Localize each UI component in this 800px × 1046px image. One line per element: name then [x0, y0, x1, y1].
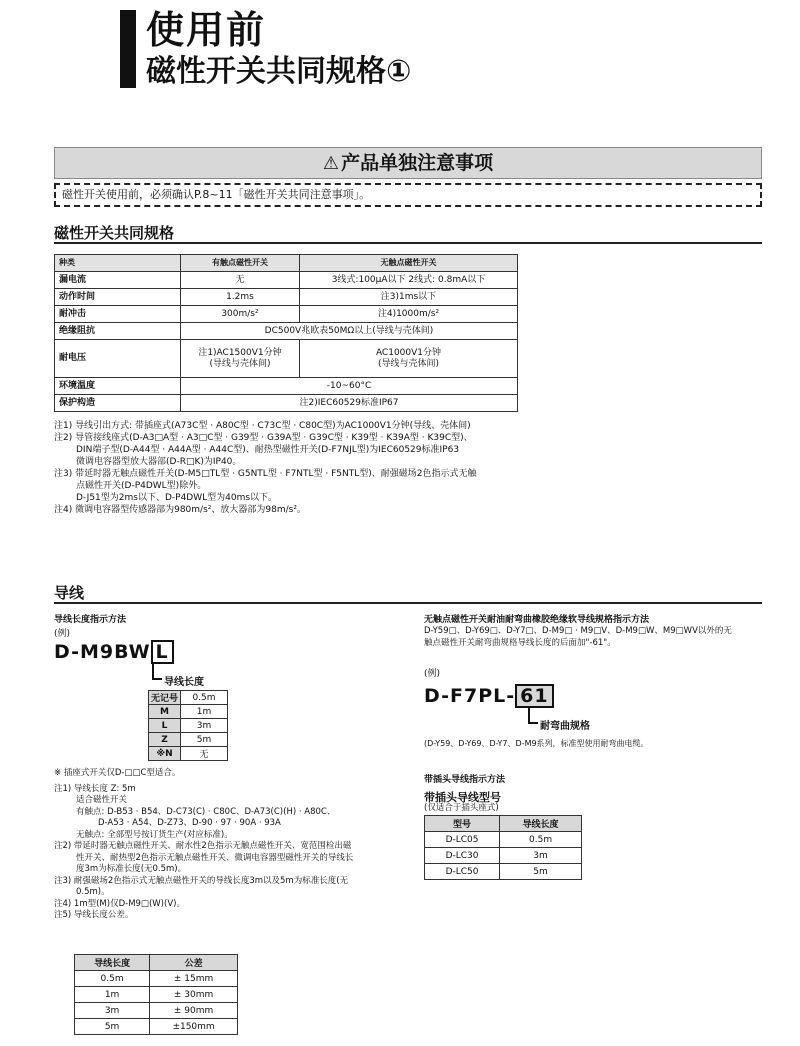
caution-banner [54, 147, 762, 179]
table-row [149, 705, 228, 719]
table-header-cell: 型号 [425, 816, 500, 832]
table-cell: 无 [181, 272, 300, 289]
row-label: 动作时间 [55, 289, 181, 306]
caution-note: 磁性开关使用前，必须确认P.8~11「磁性开关共同注意事项」。 [54, 183, 762, 207]
cell-line: (导线与壳体间) [377, 358, 439, 369]
table-cell: 0.5m [500, 832, 582, 848]
spec-notes [54, 420, 477, 516]
length-code: 无记号 [149, 691, 181, 705]
table-cell: 注4)1000m/s² [299, 306, 517, 323]
table-header-row [425, 816, 582, 832]
length-code: L [149, 719, 181, 733]
table-row [149, 733, 228, 747]
length-code: M [149, 705, 181, 719]
length-code: Z [149, 733, 181, 747]
table-header-cell: 种类 [55, 255, 181, 272]
table-cell: -10~60°C [181, 378, 518, 395]
example-label: (例) [54, 629, 71, 639]
table-cell: D-LC05 [425, 832, 500, 848]
table-row [55, 289, 518, 306]
table-cell [181, 340, 300, 378]
table-row [75, 971, 238, 987]
caution-banner-text: 产品单独注意事项 [341, 152, 494, 174]
note-line: 注2) 导管接线座式(D-A3□A型 · A3□C型 · G39型 · G39A型 · G39C型 · K39型 · K39A型 · K39C型)、 [54, 433, 473, 443]
cell-line: AC1000V1分钟 [375, 347, 442, 358]
table-cell: DC500V兆欧表50MΩ以上(导线与壳体间) [181, 323, 518, 340]
model-suffix-box: L [151, 640, 174, 664]
table-cell: 注2)IEC60529标准IP67 [181, 395, 518, 412]
plug-cable-table [424, 815, 582, 880]
length-value: 5m [181, 733, 228, 747]
table-cell: 1.2ms [181, 289, 300, 306]
length-value: 0.5m [181, 691, 228, 705]
example-label: (例) [424, 669, 441, 679]
flex-note: (D-Y59、D-Y69、D-Y7、D-M9系列，标准型使用耐弯曲电缆。 [424, 739, 649, 748]
cell-line: 注1)AC1500V1分钟 [198, 347, 282, 358]
note-line: 注3) 带延时器无触点磁性开关(D-M5□TL型 · G5NTL型 · F7NTL型 · F5NTL型)、耐强磁场2色指示式无触 [54, 469, 477, 479]
leader-line [152, 678, 162, 680]
length-label: 导线长度 [164, 677, 204, 688]
spec-section-rule [54, 242, 762, 244]
table-row [55, 395, 518, 412]
length-code-table [148, 690, 228, 761]
table-row [425, 848, 582, 864]
table-header-cell: 导线长度 [75, 955, 150, 971]
note-line: 触点磁性开关耐弯曲规格导线长度的后面加"-61"。 [424, 638, 616, 648]
table-cell: 5m [75, 1019, 150, 1035]
leader-line [528, 722, 538, 724]
table-cell: 1m [75, 987, 150, 1003]
note-line: 微调电容器型放大器部(D-R□K)为IP40。 [76, 457, 242, 467]
table-row [55, 323, 518, 340]
length-code: ※N [149, 747, 181, 761]
model-example-left [54, 640, 174, 664]
note-line: ※ 插座式开关仅D-□□C型适合。 [54, 768, 181, 778]
spec-section-heading: 磁性开关共同规格 [54, 224, 175, 242]
note-line: 注1) 导线引出方式: 带插座式(A73C型 · A80C型 · C73C型 · C80C型)为AC1000V1分钟(导线、壳体间) [54, 421, 471, 431]
flex-label: 耐弯曲规格 [540, 721, 590, 732]
table-cell: ± 15mm [150, 971, 238, 987]
row-label: 耐电压 [55, 340, 181, 378]
table-header-cell: 有触点磁性开关 [181, 255, 300, 272]
table-row [75, 987, 238, 1003]
table-row [75, 1019, 238, 1035]
table-header-cell: 公差 [150, 955, 238, 971]
note-line: 注5) 导线长度公差。 [54, 910, 134, 920]
table-row [425, 832, 582, 848]
note-line: 注4) 1m型(M)仅D-M9□(W)(V)。 [54, 898, 185, 909]
row-label: 耐冲击 [55, 306, 181, 323]
length-value: 1m [181, 705, 228, 719]
table-cell: ±150mm [150, 1019, 238, 1035]
table-cell: D-LC30 [425, 848, 500, 864]
table-row [75, 1003, 238, 1019]
plug-subtitle: 带插头导线型号 [424, 791, 501, 804]
table-row [55, 340, 518, 378]
cell-line: (导线与壳体间) [209, 358, 271, 369]
wire-notes [54, 768, 353, 922]
table-row [55, 306, 518, 323]
flex-cable-desc [424, 625, 732, 649]
length-value: 无 [181, 747, 228, 761]
note-line: 适合磁性开关 [76, 795, 128, 805]
row-label: 漏电流 [55, 272, 181, 289]
note-line: D-A53 · A54、D-Z73、D-90 · 97 · 90A · 93A [98, 818, 281, 828]
row-label: 绝缘阻抗 [55, 323, 181, 340]
table-row [149, 691, 228, 705]
table-cell: 注3)1ms以下 [299, 289, 517, 306]
page-subtitle: 磁性开关共同规格① [146, 54, 412, 89]
row-label: 保护构造 [55, 395, 181, 412]
table-header-cell: 导线长度 [500, 816, 582, 832]
table-cell: 0.5m [75, 971, 150, 987]
note-line: 度3m为标准长度(无0.5m)。 [76, 864, 187, 874]
table-row [149, 719, 228, 733]
table-row [55, 272, 518, 289]
note-line: 点磁性开关(D-P4DWL型)除外。 [76, 481, 207, 491]
model-prefix: D-F7PL- [424, 685, 516, 707]
wire-section-heading: 导线 [54, 584, 85, 602]
model-prefix: D-M9BW [54, 641, 151, 663]
table-cell: 5m [500, 864, 582, 880]
table-cell: ± 30mm [150, 987, 238, 1003]
tolerance-table [74, 954, 238, 1035]
note-line: DIN端子型(D-A44型 · A44A型 · A44C型)、耐热型磁性开关(D-F7NJL型)为IEC60529标准IP63 [76, 445, 460, 455]
note-line: 注1) 导线长度 Z: 5m [54, 783, 136, 794]
table-row [149, 747, 228, 761]
plug-title: 带插头导线指示方法 [424, 775, 506, 785]
table-row [425, 864, 582, 880]
table-cell: 3线式:100μA以下 2线式: 0.8mA以下 [299, 272, 517, 289]
note-line: D-J51型为2ms以下、D-P4DWL型为40ms以下。 [76, 493, 278, 503]
table-header-cell: 无触点磁性开关 [299, 255, 517, 272]
table-cell [299, 340, 517, 378]
model-suffix-box: 61 [515, 684, 553, 708]
wire-length-title: 导线长度指示方法 [54, 615, 127, 625]
note-line: 注2) 带延时器无触点磁性开关、耐水性2色指示无触点磁性开关、宽范围检出磁 [54, 841, 352, 851]
note-line: D-Y59□、D-Y69□、D-Y7□、D-M9□ · M9□V、D-M9□W、M9□WV以外的无 [424, 626, 732, 636]
warning-triangle-icon: ⚠ [322, 153, 340, 174]
flex-cable-title: 无触点磁性开关耐油耐弯曲橡胶绝缘软导线规格指示方法 [424, 615, 650, 625]
note-line: 有触点: D-B53 · B54、D-C73(C) · C80C、D-A73(C)(H) · A80C、 [76, 806, 336, 817]
table-cell: 300m/s² [181, 306, 300, 323]
table-header-row [75, 955, 238, 971]
note-line: 注3) 耐强磁场2色指示式无触点磁性开关的导线长度3m以及5m为标准长度(无 [54, 875, 349, 886]
table-header-row [55, 255, 518, 272]
model-example-right [424, 684, 554, 708]
table-row [55, 378, 518, 395]
note-line: 无触点: 全部型号按订货生产(对应标准)。 [76, 829, 233, 840]
table-cell: ± 90mm [150, 1003, 238, 1019]
table-cell: 3m [500, 848, 582, 864]
note-line: 0.5m)。 [76, 887, 110, 897]
note-line: 性开关、耐热型2色指示无触点磁性开关、微调电容器型磁性开关的导线长 [76, 852, 354, 863]
note-line: 注4) 微调电容器型传感器部为980m/s²、放大器部为98m/s²。 [54, 505, 306, 515]
table-cell: D-LC50 [425, 864, 500, 880]
page-title: 使用前 [146, 8, 267, 52]
plug-note: (仅适合于插头座式) [424, 803, 499, 813]
title-accent-bar [120, 10, 136, 88]
table-cell: 3m [75, 1003, 150, 1019]
length-value: 3m [181, 719, 228, 733]
wire-section-rule [54, 602, 762, 604]
spec-table [54, 254, 518, 412]
row-label: 环境温度 [55, 378, 181, 395]
